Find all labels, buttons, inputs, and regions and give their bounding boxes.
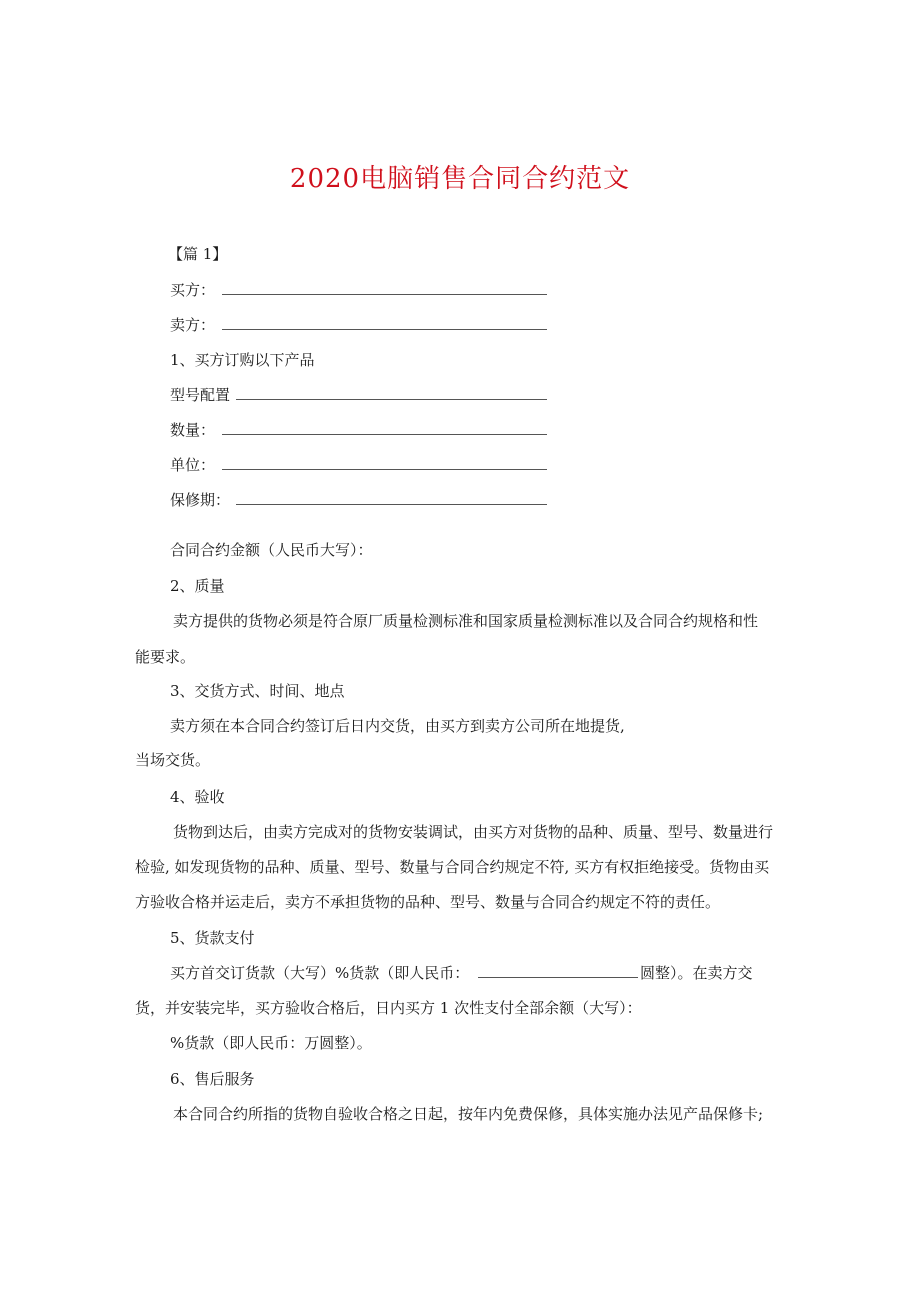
section-3-heading: 3、交货方式、时间、地点 xyxy=(170,682,345,700)
warranty-blank xyxy=(236,504,547,505)
buyer-blank xyxy=(222,294,547,295)
seller-label: 卖方： xyxy=(170,316,216,334)
section-4-heading: 4、验收 xyxy=(170,788,225,806)
model-blank xyxy=(236,399,547,400)
quantity-label: 数量： xyxy=(170,421,216,439)
buyer-label: 买方： xyxy=(170,281,216,299)
section-2-heading: 2、质量 xyxy=(170,577,225,595)
seller-blank xyxy=(222,329,547,330)
section-5-line-1a: 买方首交订货款（大写）%货款（即人民币： xyxy=(170,964,470,982)
section-4-line-1: 货物到达后，由卖方完成对的货物安装调试，由买方对货物的品种、质量、型号、数量进行 xyxy=(173,823,774,841)
section-5-line-3: %货款（即人民币：万圆整）。 xyxy=(170,1034,372,1052)
payment-amount-blank xyxy=(478,977,638,978)
section-5-line-1b: 圆整）。在卖方交 xyxy=(640,964,753,982)
section-5-heading: 5、货款支付 xyxy=(170,929,255,947)
unit-label: 单位： xyxy=(170,456,216,474)
quantity-blank xyxy=(222,434,547,435)
section-3-line-1: 卖方须在本合同合约签订后日内交货，由买方到卖方公司所在地提货, xyxy=(170,717,625,735)
item-heading: 1、买方订购以下产品 xyxy=(170,351,315,369)
section-6-heading: 6、售后服务 xyxy=(170,1070,255,1088)
section-3-line-2: 当场交货。 xyxy=(135,751,211,769)
section-4-line-2: 检验, 如发现货物的品种、质量、型号、数量与合同合约规定不符, 买方有权拒绝接受。货物由买 xyxy=(135,858,770,876)
unit-blank xyxy=(222,469,547,470)
model-label: 型号配置 xyxy=(170,386,231,404)
warranty-label: 保修期： xyxy=(170,491,231,509)
section-4-line-3: 方验收合格并运走后，卖方不承担货物的品种、型号、数量与合同合约规定不符的责任。 xyxy=(135,893,721,911)
section-label: 【篇 1】 xyxy=(168,245,228,263)
section-2-line-2: 能要求。 xyxy=(135,648,196,666)
section-5-line-2: 货，并安装完毕，买方验收合格后，日内买方 1 次性支付全部余额（大写）： xyxy=(135,999,642,1017)
document-title: 2020电脑销售合同合约范文 xyxy=(289,164,631,194)
section-2-line-1: 卖方提供的货物必须是符合原厂质量检测标准和国家质量检测标准以及合同合约规格和性 xyxy=(173,612,759,630)
section-6-line-1: 本合同合约所指的货物自验收合格之日起，按年内免费保修，具体实施办法见产品保修卡; xyxy=(173,1105,764,1123)
amount-label: 合同合约金额（人民币大写）： xyxy=(170,541,373,559)
